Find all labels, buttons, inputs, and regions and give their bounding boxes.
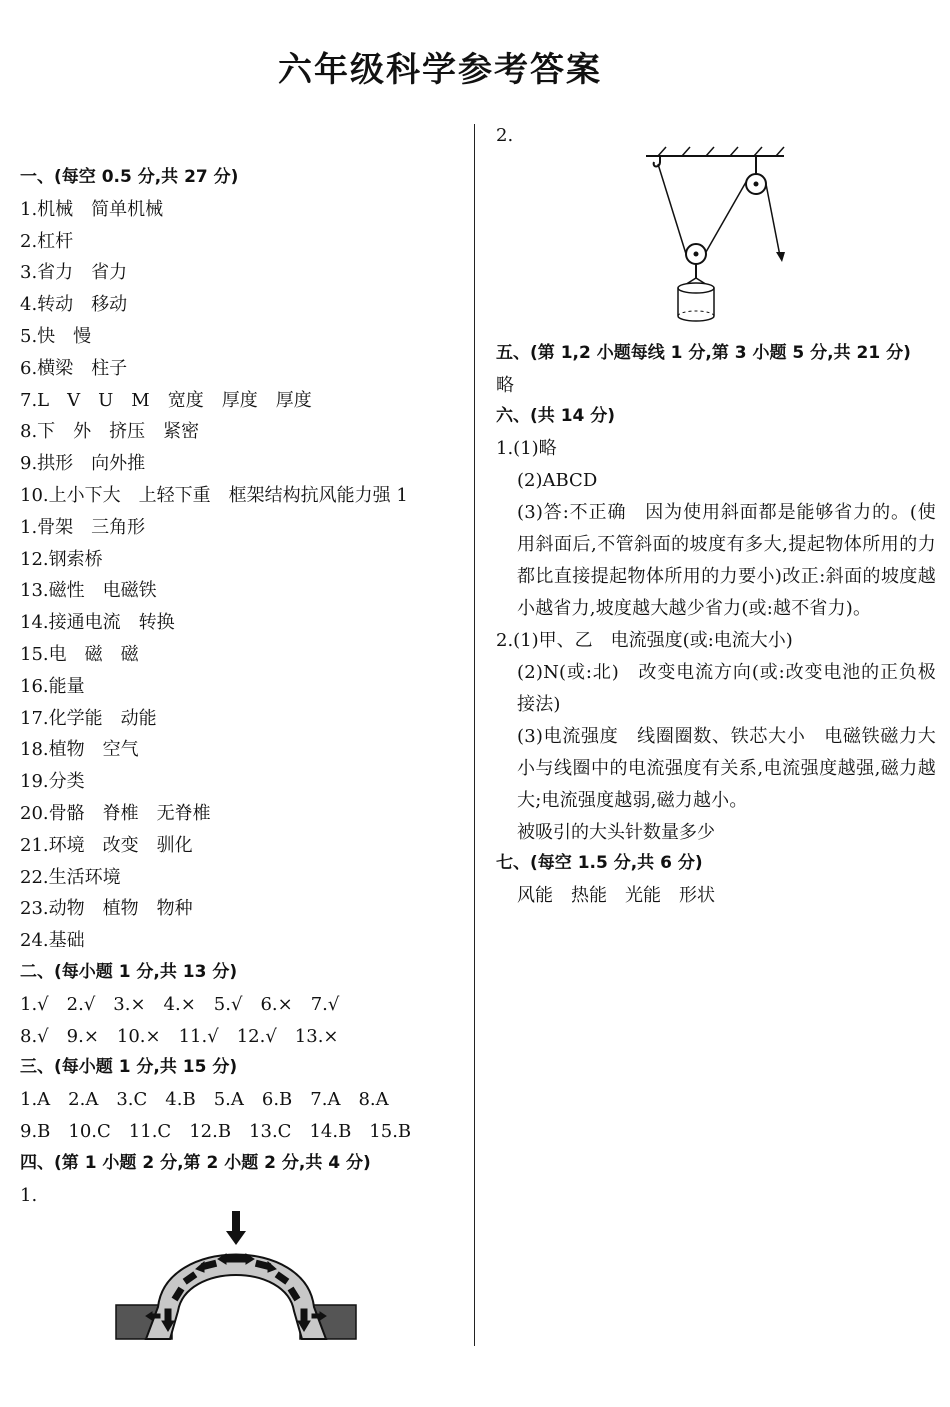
section-1-answer-row: 2.杠杆 xyxy=(20,230,74,252)
section-1-answer-row: 20.骨骼 脊椎 无脊椎 xyxy=(20,802,211,824)
section-1-answer-row: 15.电 磁 磁 xyxy=(20,643,139,665)
section-1-answer-row: 5.快 慢 xyxy=(20,325,92,347)
right-column xyxy=(496,120,936,912)
load-top xyxy=(678,283,714,293)
section-2-row: 1.√ 2.√ 3.× 4.× 5.√ 6.× 7.√ xyxy=(20,993,340,1015)
section-1-answer-row: 18.植物 空气 xyxy=(20,739,139,761)
section-7-heading: 七、(每空 1.5 分,共 6 分) xyxy=(496,853,703,874)
section-1-answer-row: 19.分类 xyxy=(20,771,85,793)
section-6-q1-part2: (2)ABCD xyxy=(517,469,598,491)
section-7-answer: 风能 热能 光能 形状 xyxy=(517,885,715,907)
section-6-q2-part3: (3)电流强度 线圈圈数、铁芯大小 电磁铁磁力大小与线圈中的电流强度有关系,电流强度越强,磁力越大;电流强度越弱,磁力越小。 xyxy=(517,725,936,811)
section-6-q1-part3: (3)答:不正确 因为使用斜面都是能够省力的。(使用斜面后,不管斜面的坡度有多大,提起物体所用的力都比直接提起物体所用的力要小)改正:斜面的坡度越小越省力,坡度越大越少省力(或:越不省力)。 xyxy=(517,501,936,619)
section-1-heading: 一、(每空 0.5 分,共 27 分) xyxy=(20,167,239,187)
section-1-answer-row: 24.基础 xyxy=(20,930,85,952)
section-1-answer-row: 14.接通电流 转换 xyxy=(20,612,175,634)
arch-bridge-diagram xyxy=(106,1207,366,1357)
column-divider xyxy=(474,124,475,1346)
section-6-q2-part1: 2.(1)甲、乙 电流强度(或:电流大小) xyxy=(496,629,793,651)
section-6-heading: 六、(共 14 分) xyxy=(496,406,616,427)
section-3-row: 9.B 10.C 11.C 12.B 13.C 14.B 15.B xyxy=(20,1120,412,1142)
section-1-answer-row: 9.拱形 向外推 xyxy=(20,453,146,475)
page-title: 六年级科学参考答案 xyxy=(278,50,602,90)
rope-2 xyxy=(706,182,746,252)
pull-arrow xyxy=(776,252,785,262)
section-1-answer-row: 7.L V U M 宽度 厚度 厚度 xyxy=(20,389,312,411)
section-6-q2-part2: (2)N(或:北) 改变电流方向(或:改变电池的正负极接法) xyxy=(517,661,936,715)
section-1-answer-row: 8.下 外 挤压 紧密 xyxy=(20,421,200,443)
section-1-answer-row: 23.动物 植物 物种 xyxy=(20,898,193,920)
section-1-answer-row: 3.省力 省力 xyxy=(20,262,128,284)
section-5-answer: 略 xyxy=(496,374,514,396)
section-1-answers xyxy=(20,194,460,957)
section-1-answer-row: 22.生活环境 xyxy=(20,866,121,888)
load-arrow-head xyxy=(226,1231,246,1245)
section-4-item-2-label: 2. xyxy=(496,125,514,146)
section-1-answer-row: 12.钢索桥 xyxy=(20,548,103,570)
section-1-answer-row: 6.横梁 柱子 xyxy=(20,357,128,379)
section-4-item-1-label: 1. xyxy=(20,1184,38,1206)
section-1-answer-row: 4.转动 移动 xyxy=(20,294,128,316)
pulley-system-diagram xyxy=(636,146,936,336)
section-3-heading: 三、(每小题 1 分,共 15 分) xyxy=(20,1057,238,1078)
section-1-answer-row: 13.磁性 电磁铁 xyxy=(20,580,157,602)
section-3-row: 1.A 2.A 3.C 4.B 5.A 6.B 7.A 8.A xyxy=(20,1089,389,1111)
section-1-answer-row: 17.化学能 动能 xyxy=(20,707,157,729)
section-6-q1-part1: 1.(1)略 xyxy=(496,438,557,460)
section-2-row: 8.√ 9.× 10.× 11.√ 12.√ 13.× xyxy=(20,1025,339,1047)
section-1-answer-row: 1.骨架 三角形 xyxy=(20,516,146,538)
section-1-answer-row: 10.上小下大 上轻下重 框架结构抗风能力强 1 xyxy=(20,484,408,506)
section-5-heading: 五、(第 1,2 小题每线 1 分,第 3 小题 5 分,共 21 分) xyxy=(496,342,911,363)
section-1-answer-row: 16.能量 xyxy=(20,675,85,697)
rope-1 xyxy=(658,164,686,254)
ceiling-hatch xyxy=(658,147,784,156)
section-1-answer-row: 1.机械 简单机械 xyxy=(20,198,164,220)
section-2-heading: 二、(每小题 1 分,共 13 分) xyxy=(20,961,238,982)
section-4-heading: 四、(第 1 小题 2 分,第 2 小题 2 分,共 4 分) xyxy=(20,1152,371,1173)
left-column xyxy=(20,162,460,1357)
load-arrow-shaft xyxy=(232,1211,240,1233)
rope-3 xyxy=(766,184,780,256)
section-1-answer-row: 21.环境 改变 驯化 xyxy=(20,834,193,856)
section-6-q2-part4: 被吸引的大头针数量多少 xyxy=(517,821,715,843)
